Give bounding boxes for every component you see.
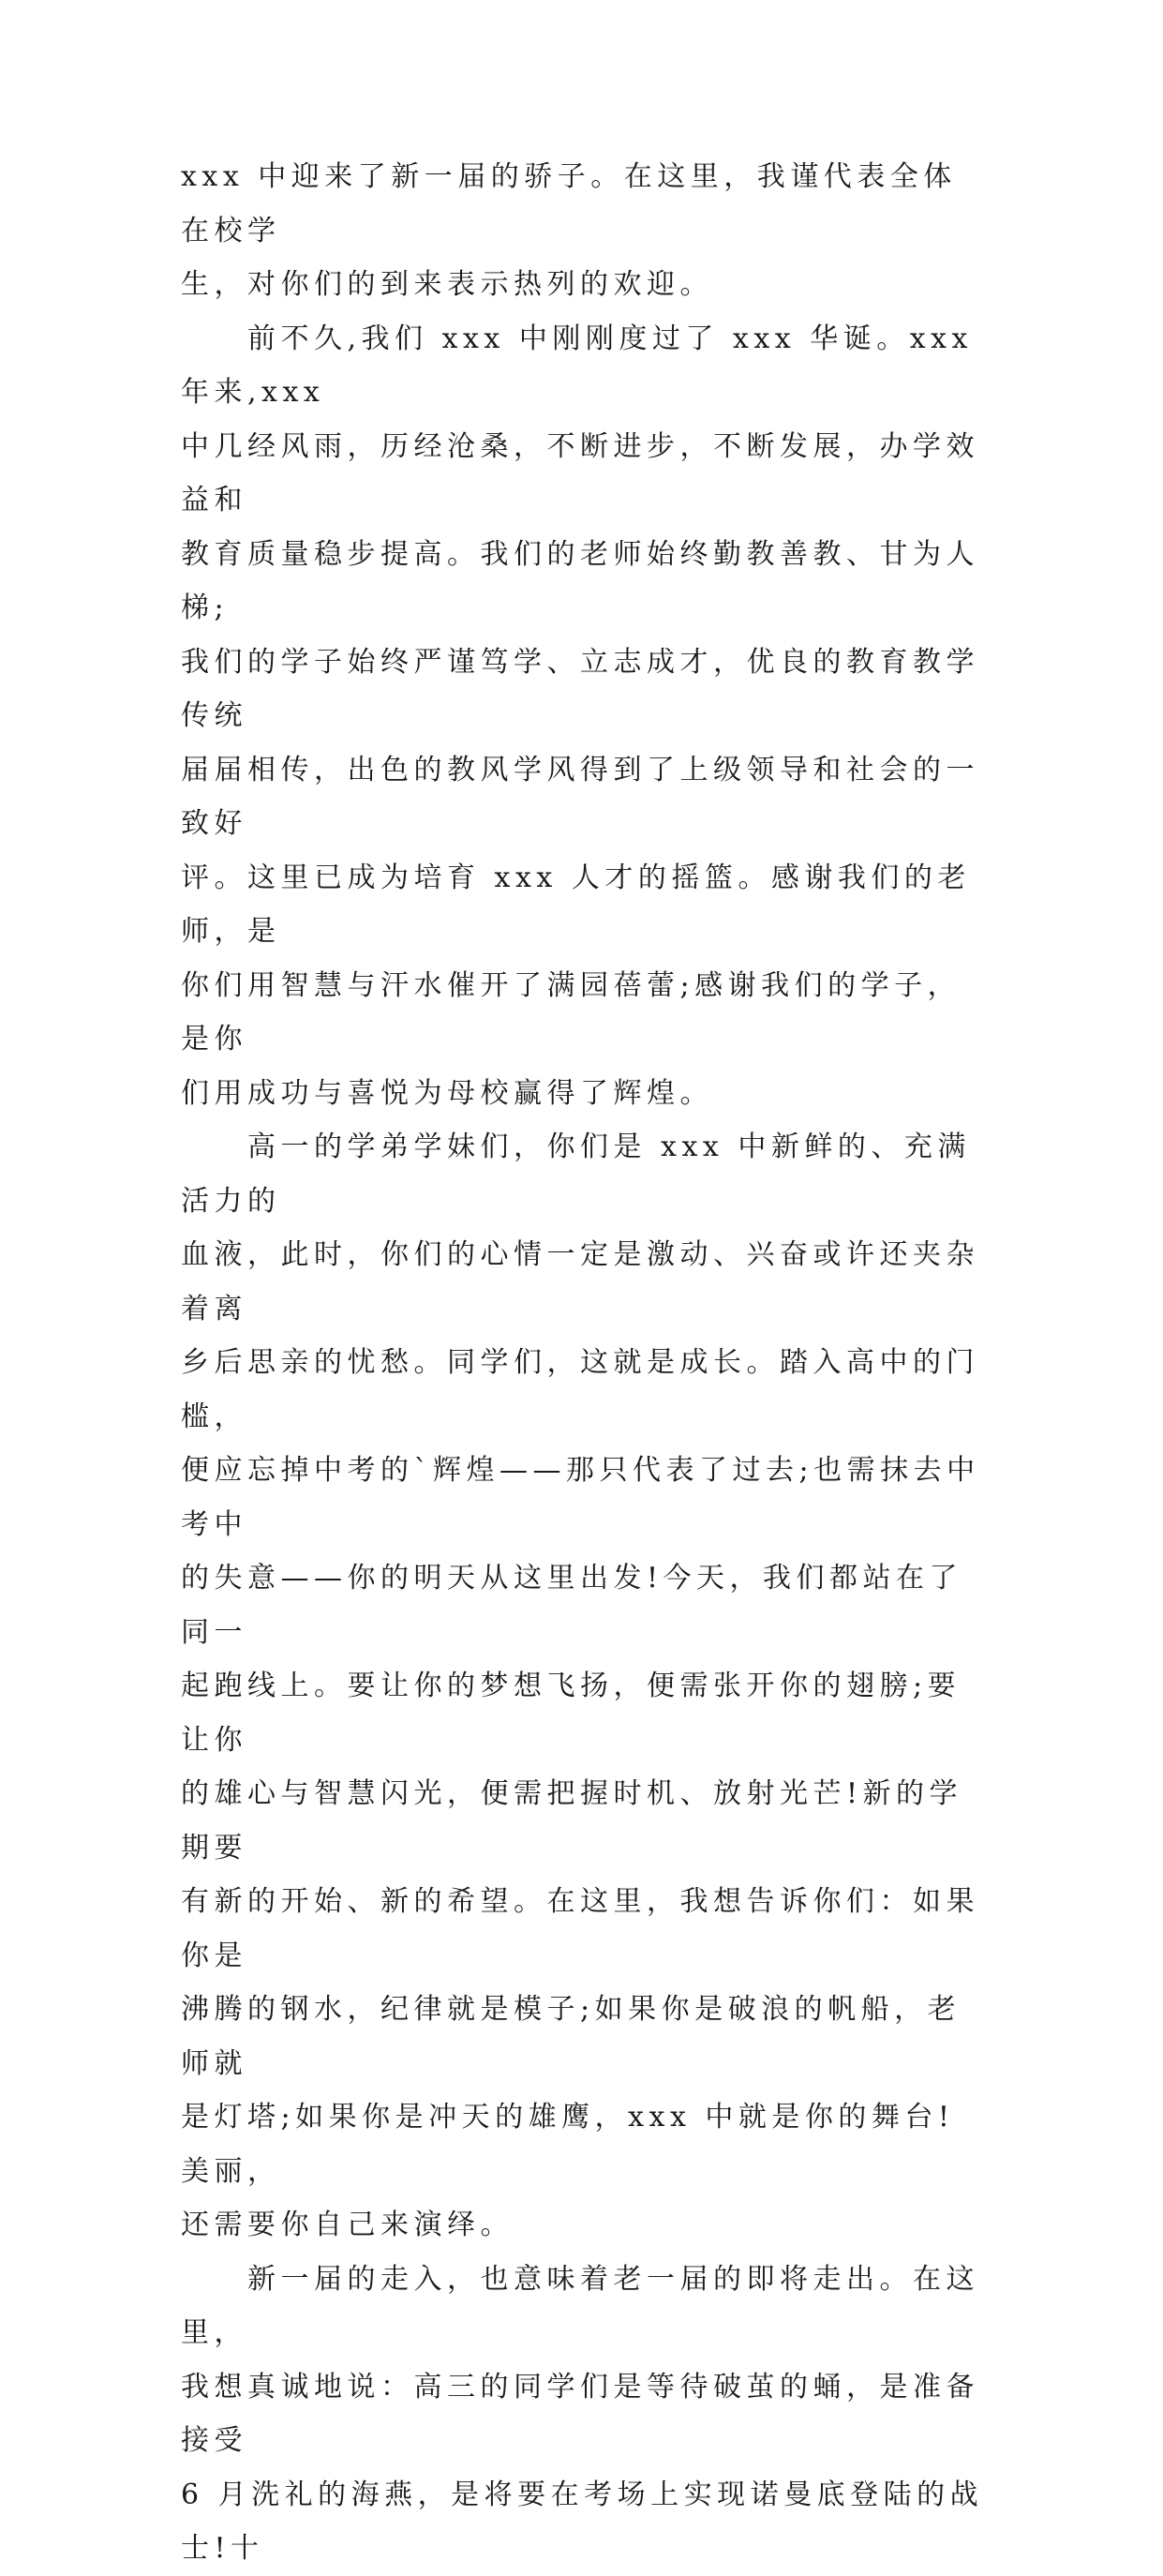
text-line: 新一届的走入，也意味着老一届的即将走出。在这里， [181, 2262, 979, 2349]
text-line: 是灯塔;如果你是冲天的雄鹰，xxx 中就是你的舞台!美丽， [181, 2101, 955, 2188]
text-line: 起跑线上。要让你的梦想飞扬，便需张开你的翅膀;要让你 [181, 1670, 962, 1757]
text-line: 6 月洗礼的海燕，是将要在考场上实现诺曼底登陆的战士!十 [181, 2478, 984, 2565]
text-line: 届届相传，出色的教风学风得到了上级领导和社会的一致好 [181, 753, 979, 840]
text-line: 的失意——你的明天从这里出发!今天，我们都站在了同一 [181, 1562, 963, 1649]
text-line: 前不久,我们 xxx 中刚刚度过了 xxx 华诞。xxx 年来,xxx [181, 322, 987, 409]
text-line: 有新的开始、新的希望。在这里，我想告诉你们：如果你是 [181, 1885, 979, 1972]
text-line: 评。这里已成为培育 xxx 人才的摇篮。感谢我们的老师，是 [181, 861, 971, 948]
text-line: xxx 中迎来了新一届的骄子。在这里，我谨代表全体在校学 [181, 160, 957, 247]
text-line: 教育质量稳步提高。我们的老师始终勤教善教、甘为人梯; [181, 537, 979, 624]
document-body [181, 150, 987, 2576]
text-line: 乡后思亲的忧愁。同学们，这就是成长。踏入高中的门槛， [181, 1346, 979, 1433]
text-line: 便应忘掉中考的`辉煌——那只代表了过去;也需抹去中考中 [181, 1454, 980, 1541]
text-line: 中几经风雨，历经沧桑，不断进步，不断发展，办学效益和 [181, 429, 979, 517]
text-line: 还需要你自己来演绎。 [181, 2209, 514, 2241]
text-line: 的雄心与智慧闪光，便需把握时机、放射光芒!新的学期要 [181, 1777, 963, 1865]
text-line: 我们的学子始终严谨笃学、立志成才，优良的教育教学传统 [181, 645, 979, 732]
text-line: 生，对你们的到来表示热列的欢迎。 [181, 268, 713, 301]
text-line: 你们用智慧与汗水催开了满园蓓蕾;感谢我们的学子，是你 [181, 968, 962, 1056]
text-line: 我想真诚地说：高三的同学们是等待破茧的蛹，是准备接受 [181, 2370, 979, 2457]
text-line: 们用成功与喜悦为母校赢得了辉煌。 [181, 1076, 713, 1110]
text-line: 高一的学弟学妹们，你们是 xxx 中新鲜的、充满活力的 [181, 1131, 971, 1218]
text-line: 血液，此时，你们的心情一定是激动、兴奋或许还夹杂着离 [181, 1238, 979, 1325]
text-line: 沸腾的钢水，纪律就是模子;如果你是破浪的帆船，老师就 [181, 1993, 962, 2080]
